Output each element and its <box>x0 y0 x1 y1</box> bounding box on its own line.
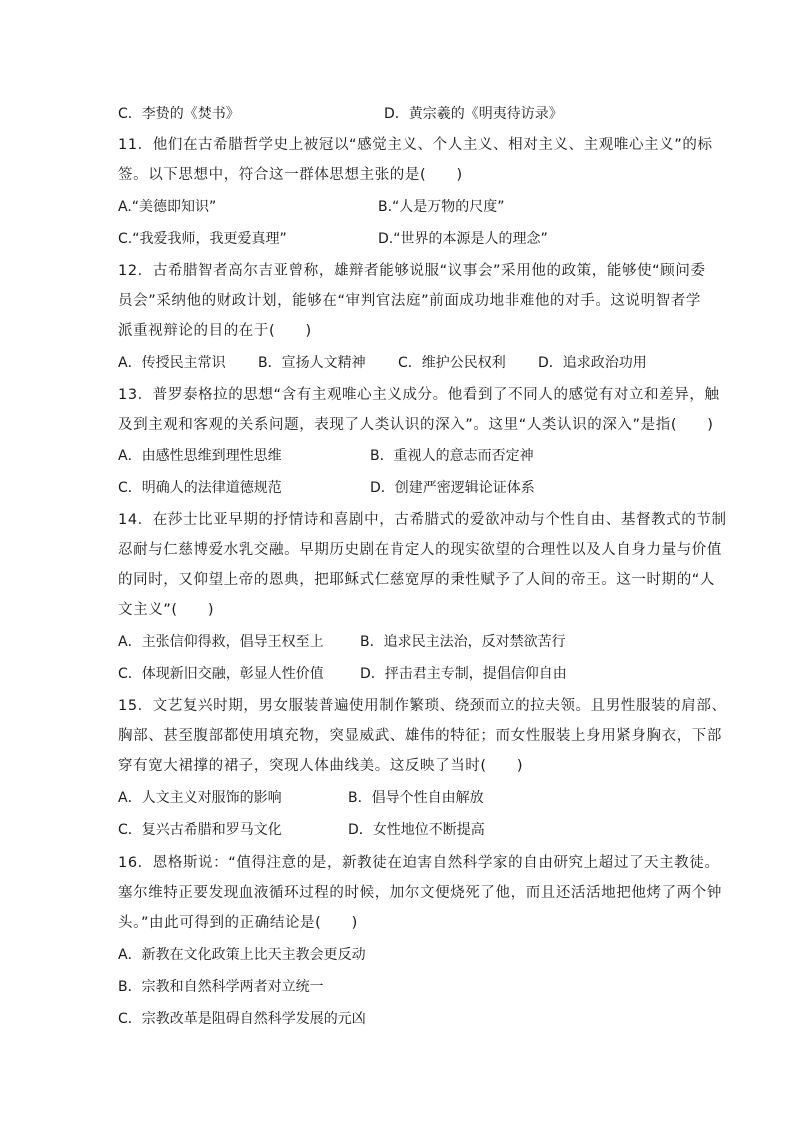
q14-stem-line-4: 文主义”( ) <box>118 602 215 618</box>
q15-stem-line-1: 15．文艺复兴时期，男女服装普遍使用制作繁琐、绕颈而立的拉夫领。且男性服装的肩部、 <box>118 698 727 714</box>
q13-option-c: C．明确人的法律道德规范 <box>118 480 282 496</box>
q12-option-b: B．宣扬人文精神 <box>258 355 366 371</box>
q16-stem-line-3: 头。”由此可得到的正确结论是( ) <box>118 915 358 931</box>
q12-stem-line-2: 员会”采纳他的财政计划，能够在“审判官法庭”前面成功地非难他的对手。这说明智者学 <box>118 293 702 309</box>
q11-option-a: A.“美德即知识” <box>118 199 217 215</box>
q16-stem-line-2: 塞尔维特正要发现血液循环过程的时候，加尔文便烧死了他，而且还活活地把他烤了两个钟 <box>118 885 722 901</box>
q14-option-d: D．抨击君主专制，提倡信仰自由 <box>360 666 567 682</box>
q14-option-b: B．追求民主法治，反对禁欲苦行 <box>360 634 566 650</box>
q15-option-b: B．倡导个性自由解放 <box>348 790 484 806</box>
q13-stem-line-1: 13．普罗泰格拉的思想“含有主观唯心主义成分。他看到了不同人的感觉有对立和差异，触 <box>118 387 720 403</box>
q16-stem-line-1: 16．恩格斯说：“值得注意的是，新教徒在迫害自然科学家的自由研究上超过了天主教徒。 <box>118 855 720 871</box>
q13-option-d: D．创建严密逻辑论证体系 <box>370 480 535 496</box>
q12-stem-line-3: 派重视辩论的目的在于( ) <box>118 323 312 339</box>
q11-stem-line-2: 签。以下思想中，符合这一群体思想主张的是( ) <box>118 167 463 183</box>
q13-stem-line-2: 及到主观和客观的关系问题，表现了人类认识的深入”。这里“人类认识的深入”是指( ) <box>118 417 714 433</box>
q13-option-a: A．由感性思维到理性思维 <box>118 448 282 464</box>
q16-option-a: A．新教在文化政策上比天主教会更反动 <box>118 947 366 963</box>
q14-option-a: A．主张信仰得救，倡导王权至上 <box>118 634 324 650</box>
q16-option-c: C．宗教改革是阻碍自然科学发展的元凶 <box>118 1011 366 1027</box>
q11-option-b: B.“人是万物的尺度” <box>378 199 505 215</box>
q14-stem-line-3: 的同时，又仰望上帝的恩典，把耶稣式仁慈宽厚的秉性赋予了人间的帝王。这一时期的“人 <box>118 572 716 588</box>
q10-option-c: C．李贽的《焚书》 <box>118 106 240 122</box>
q15-stem-line-3: 穿有宽大裙撑的裙子，突现人体曲线美。这反映了当时( ) <box>118 758 524 774</box>
q16-option-b: B．宗教和自然科学两者对立统一 <box>118 979 324 995</box>
q12-option-c: C．维护公民权利 <box>398 355 506 371</box>
q14-stem-line-1: 14．在莎士比亚早期的抒情诗和喜剧中，古希腊式的爱欲冲动与个性自由、基督教式的节制 <box>118 512 727 528</box>
q15-stem-line-2: 胸部、甚至腹部都使用填充物，突显威武、雄伟的特征；而女性服装上身用紧身胸衣，下部 <box>118 728 722 744</box>
q14-option-c: C．体现新旧交融，彰显人性价值 <box>118 666 324 682</box>
q12-option-a: A．传授民主常识 <box>118 355 226 371</box>
q15-option-c: C．复兴古希腊和罗马文化 <box>118 822 282 838</box>
q12-option-d: D．追求政治功用 <box>538 355 647 371</box>
q15-option-a: A．人文主义对服饰的影响 <box>118 790 282 806</box>
q10-option-d: D．黄宗羲的《明夷待访录》 <box>384 106 563 122</box>
q11-stem-line-1: 11．他们在古希腊哲学史上被冠以“感觉主义、个人主义、相对主义、主观唯心主义”的标 <box>118 137 713 153</box>
q12-stem-line-1: 12．古希腊智者高尔吉亚曾称，雄辩者能够说服“议事会”采用他的政策，能够使“顾问委 <box>118 263 706 279</box>
q11-option-c: C.“我爱我师，我更爱真理” <box>118 231 287 247</box>
q14-stem-line-2: 忍耐与仁慈博爱水乳交融。早期历史剧在肯定人的现实欲望的合理性以及人自身力量与价值 <box>118 542 722 558</box>
q13-option-b: B．重视人的意志而否定神 <box>370 448 534 464</box>
q11-option-d: D.“世界的本源是人的理念” <box>378 231 548 247</box>
q15-option-d: D．女性地位不断提高 <box>348 822 485 838</box>
